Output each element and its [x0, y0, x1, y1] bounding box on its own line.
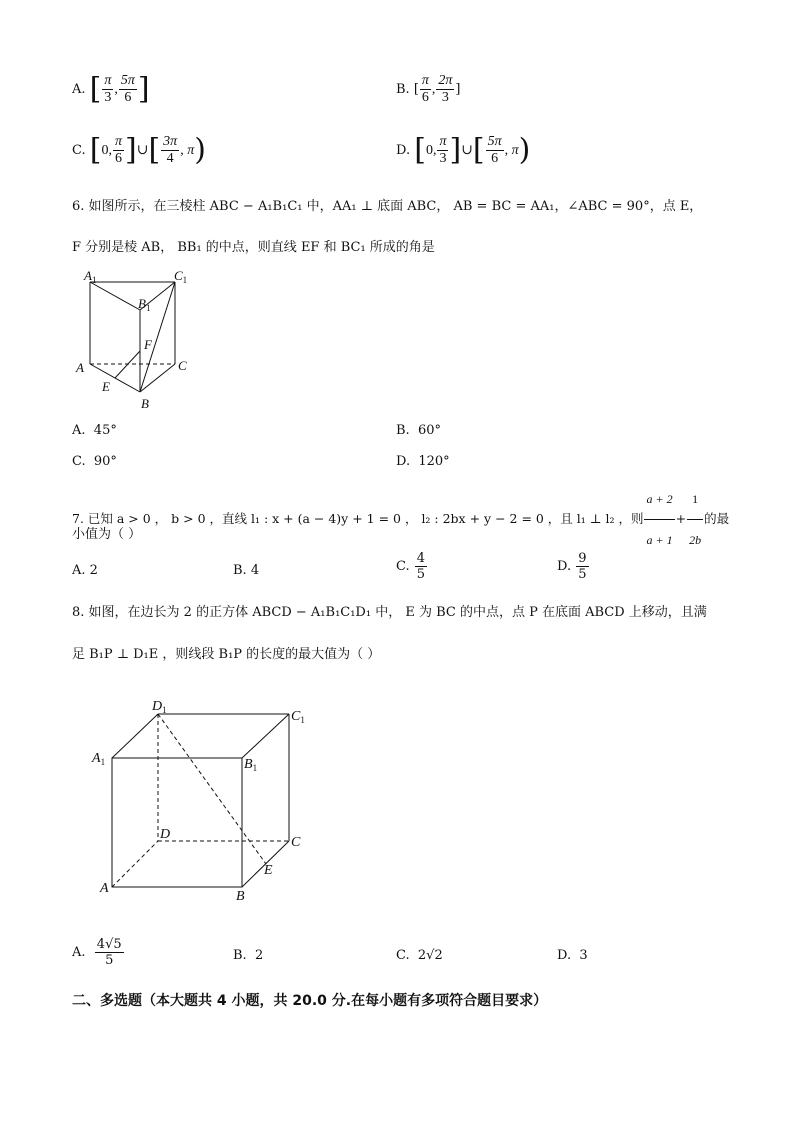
q6-option-b[interactable]: [396, 424, 441, 437]
denominator: 6: [491, 151, 499, 166]
option-label: A.: [72, 945, 86, 960]
zero: 0,: [425, 143, 437, 158]
denominator: 5: [578, 567, 587, 582]
option-label: A.: [72, 563, 86, 578]
q7-stem-line2: 小值为（ ）: [72, 527, 142, 542]
label-b: B: [141, 396, 149, 411]
q7-option-d[interactable]: [557, 552, 590, 581]
prism-figure: [70, 268, 210, 418]
q8-option-d[interactable]: [557, 949, 588, 962]
cube-figure: [86, 690, 326, 910]
subscript: 1: [100, 757, 106, 767]
subscript: 1: [300, 715, 305, 725]
edge-b1c1: [242, 714, 289, 758]
label-b1: B: [138, 296, 146, 311]
q8-option-b[interactable]: [233, 949, 263, 962]
label-e: E: [264, 863, 273, 878]
option-label: C.: [396, 948, 410, 963]
denominator: 3: [104, 90, 112, 105]
q7-option-a[interactable]: [72, 564, 98, 577]
option-value: 2: [89, 563, 98, 578]
union: ∪: [136, 143, 149, 158]
label-c: C: [291, 835, 301, 850]
pi: π: [511, 143, 519, 158]
option-value: 60°: [417, 423, 441, 438]
option-label: D.: [396, 454, 411, 469]
option-label: B. [: [396, 82, 419, 97]
denominator: 3: [439, 151, 447, 166]
section-heading: 二、多选题（本大题共 4 小题，共 20.0 分.在每小题有多项符合题目要求）: [72, 993, 548, 1009]
subscript: 1: [162, 705, 167, 715]
option-label: B.: [233, 563, 247, 578]
q8-stem-line1: 8. 如图，在边长为 2 的正方体 ABCD − A₁B₁C₁D₁ 中， E 为 BC 的中点，点 P 在底面 ABCD 上移动，且满: [72, 605, 707, 620]
q5-option-b[interactable]: B. [ $\frac{\pi}{6}$ , $\frac{2\pi}{3}$ ]: [396, 73, 461, 105]
option-label: A.: [72, 82, 86, 97]
numerator: 2π: [438, 73, 453, 88]
bracket: ]: [455, 82, 461, 97]
q6-option-c[interactable]: [72, 455, 117, 468]
svg-text:C1: [174, 268, 187, 285]
option-label: D.: [557, 948, 572, 963]
denominator: 4: [166, 151, 174, 166]
option-label: D.: [557, 559, 572, 574]
numerator: 3π: [163, 134, 178, 149]
numerator: 5π: [487, 134, 502, 149]
q5-option-c[interactable]: C. [0, $\frac{\pi}{6}$ ]∪[ $\frac{3\pi}{4}$ , π): [72, 132, 206, 168]
subscript: 1: [182, 275, 188, 285]
edge-bc: [140, 364, 175, 392]
numerator: 5π: [120, 73, 135, 88]
q5-option-a[interactable]: A. [ $\frac{\pi}{3}$ , $\frac{5\pi}{6}$ ]: [72, 71, 150, 107]
label-c: C: [178, 358, 187, 373]
numerator: 1: [687, 480, 703, 520]
numerator: π: [104, 73, 112, 88]
label-a: A: [76, 360, 84, 375]
option-label: C.: [396, 559, 410, 574]
label-f: F: [144, 337, 152, 352]
zero: 0,: [101, 143, 112, 158]
option-label: A.: [72, 423, 86, 438]
option-value: 2: [254, 948, 264, 963]
q8-option-a[interactable]: [72, 938, 125, 967]
svg-text:A1: [83, 268, 96, 285]
option-value: 3: [579, 948, 588, 963]
q7-option-c[interactable]: [396, 552, 428, 581]
option-value: 90°: [93, 454, 117, 469]
numerator: π: [114, 134, 122, 149]
svg-text:B1: [244, 757, 257, 773]
subscript: 1: [91, 275, 97, 285]
svg-text:C1: [291, 709, 305, 725]
q6-option-d[interactable]: [396, 455, 450, 468]
union: ∪: [461, 143, 473, 158]
denominator: 6: [421, 90, 429, 105]
option-label: B.: [396, 423, 410, 438]
label-e: E: [102, 379, 110, 394]
svg-text:B1: [138, 296, 150, 313]
denominator: 3: [441, 90, 449, 105]
pi: π: [187, 143, 195, 158]
q5-option-d[interactable]: D. [0, $\frac{\pi}{3}$ ]∪[ $\frac{5\pi}{6}$ , π): [396, 132, 531, 168]
q6-stem-line2: F 分别是棱 AB， BB₁ 的中点，则直线 EF 和 BC₁ 所成的角是: [72, 240, 435, 255]
front-face: [112, 758, 242, 887]
label-a1: A: [84, 268, 92, 283]
option-label: D.: [396, 143, 411, 158]
q7-stem-end: 的最: [704, 511, 730, 526]
q7-stem-line1: [72, 480, 729, 559]
option-value: 2√2: [417, 948, 443, 963]
denominator: 6: [124, 90, 132, 105]
denominator: 6: [114, 151, 122, 166]
edge-a1d1: [112, 714, 158, 758]
q8-stem-line2: 足 B₁P ⊥ D₁E ，则线段 B₁P 的长度的最大值为（ ）: [72, 647, 381, 662]
denominator: 2b: [689, 533, 702, 547]
svg-text:A1: [91, 751, 105, 767]
option-label: C.: [72, 143, 86, 158]
label-a: A: [100, 881, 109, 896]
numerator: π: [421, 73, 429, 88]
edge-a1b1: [90, 282, 140, 310]
option-value: 120°: [418, 454, 450, 469]
numerator: 9: [578, 551, 587, 566]
numerator: a + 2: [644, 480, 674, 520]
q7-stem-text: 7. 已知 a > 0 ， b > 0 ，直线 l₁ : x + (a − 4)y + 1 = 0 ， l₂ : 2bx + y − 2 = 0 ，且 l₁ ⊥ l₂ ，则: [72, 511, 644, 526]
q6-stem-line1: 6. 如图所示，在三棱柱 ABC − A₁B₁C₁ 中，AA₁ ⊥ 底面 ABC， AB = BC = AA₁，∠ABC = 90°，点 E，: [72, 199, 703, 214]
label-b1: B: [244, 757, 253, 772]
plus-sign: +: [675, 511, 687, 526]
label-c1: C: [291, 709, 301, 724]
option-label: B.: [233, 948, 247, 963]
label-d1: D: [152, 699, 163, 714]
q7-option-b[interactable]: [233, 564, 259, 577]
label-d: D: [160, 827, 171, 842]
numerator: 4: [416, 551, 426, 566]
label-c1: C: [174, 268, 183, 283]
edge-ad-hidden: [112, 841, 158, 887]
denominator: a + 1: [646, 533, 673, 547]
numerator: π: [439, 134, 447, 149]
option-value: 4: [250, 563, 260, 578]
option-value: 45°: [93, 423, 117, 438]
q6-option-a[interactable]: [72, 424, 117, 437]
option-label: C.: [72, 454, 86, 469]
denominator: 5: [105, 953, 114, 968]
q8-option-c[interactable]: [396, 949, 443, 962]
svg-text:D1: [151, 699, 167, 715]
subscript: 1: [145, 303, 151, 313]
subscript: 1: [252, 763, 258, 773]
label-b: B: [236, 889, 245, 904]
denominator: 5: [416, 567, 426, 582]
numerator: 4√5: [96, 937, 122, 952]
label-a1: A: [92, 751, 101, 766]
